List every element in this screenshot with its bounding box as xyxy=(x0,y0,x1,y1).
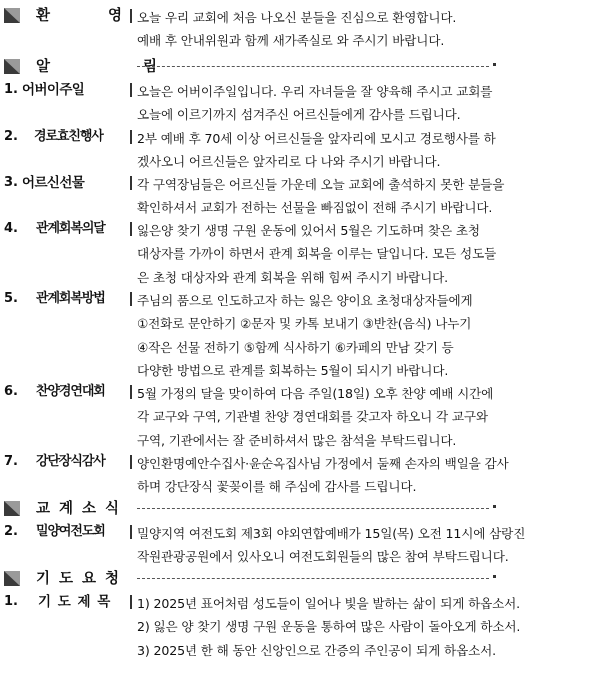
item-text xyxy=(137,173,577,220)
item-text xyxy=(137,382,577,452)
item-label: 어버이주일 xyxy=(22,82,85,98)
item-number: 1. xyxy=(4,594,18,609)
item-text xyxy=(137,289,577,383)
item-number: 4. xyxy=(4,221,18,236)
item-label: 어르신선물 xyxy=(22,175,85,191)
item-label: 강단장식감사 xyxy=(36,454,105,469)
item-number: 5. xyxy=(4,291,18,306)
item-number: 3. xyxy=(4,175,18,190)
label-divider xyxy=(130,176,132,190)
item-label: 경로효친행사 xyxy=(34,129,103,144)
item-label: 밀양여전도회 xyxy=(36,524,105,539)
label-divider xyxy=(130,292,132,306)
section-bullet-icon xyxy=(4,501,20,516)
item-line: 작원관광공원에서 있사오니 여전도회원들의 많은 참여 부탁드립니다. xyxy=(137,549,509,565)
rule-end-dot xyxy=(493,505,496,508)
item-line: 3) 2025년 한 해 동안 신앙인으로 간증의 주인공이 되게 하옵소서. xyxy=(137,642,496,658)
item-text xyxy=(137,219,577,289)
item-line: 양인환명예안수집사·윤순옥집사님 가정에서 둘째 손자의 백일을 감사 xyxy=(137,456,509,471)
item-line: 확인하셔서 교회가 전하는 선물을 빠짐없이 전해 주시기 바랍니다. xyxy=(137,200,493,216)
item-text xyxy=(137,592,577,662)
item-line: 오늘에 이르기까지 섬겨주신 어르신들에게 감사를 드립니다. xyxy=(137,107,461,123)
item-line: 구역, 기관에서는 잘 준비하셔서 많은 참석을 부탁드립니다. xyxy=(137,432,457,448)
item-line: 각 구역장님들은 어르신들 가운데 오늘 교회에 출석하지 못한 분들을 xyxy=(137,177,505,192)
welcome-label-first: 환 xyxy=(36,8,51,24)
item-label: 찬양경연대회 xyxy=(36,384,105,399)
item-number: 7. xyxy=(4,454,18,469)
item-number: 2. xyxy=(4,524,18,539)
welcome-label-second: 영 xyxy=(108,8,123,24)
item-text xyxy=(137,127,577,174)
label-divider xyxy=(130,525,132,539)
label-divider xyxy=(130,9,132,23)
item-text xyxy=(137,522,577,569)
label-divider xyxy=(130,385,132,399)
item-line: 1) 2025년 표어처럼 성도들이 일어나 빛을 발하는 삶이 되게 하옵소서. xyxy=(137,596,520,611)
item-line: 겠사오니 어르신들은 앞자리로 다 나와 주시기 바랍니다. xyxy=(137,154,441,170)
item-text xyxy=(137,80,577,127)
item-line: 대상자를 가까이 하면서 관계 회복을 이루는 달입니다. 모든 성도들 xyxy=(137,246,497,262)
item-label: 관계회복의달 xyxy=(36,221,105,236)
dashed-rule xyxy=(137,508,489,509)
label-divider xyxy=(130,130,132,144)
rule-end-dot xyxy=(493,63,496,66)
welcome-text xyxy=(137,6,577,53)
item-line: 각 교구와 구역, 기관별 찬양 경연대회를 갖고자 하오니 각 교구와 xyxy=(137,409,488,425)
item-label: 기 도 제 목 xyxy=(38,594,112,610)
fellowship-title: 교계소식 xyxy=(36,501,129,517)
label-divider xyxy=(130,222,132,236)
item-number: 2. xyxy=(4,129,18,144)
section-bullet-icon xyxy=(4,59,20,74)
item-line: ④작은 선물 전하기 ⑤함께 식사하기 ⑥카페의 만남 갖기 등 xyxy=(137,339,454,355)
item-line: 오늘은 어버이주일입니다. 우리 자녀들을 잘 양육해 주시고 교회를 xyxy=(137,84,493,99)
section-bullet-icon xyxy=(4,571,20,586)
item-line: 밀양지역 여전도회 제3회 야외연합예배가 15일(목) 오전 11시에 삼랑진 xyxy=(137,526,526,541)
item-line: 2부 예배 후 70세 이상 어르신들을 앞자리에 모시고 경로행사를 하 xyxy=(137,131,496,146)
section-bullet-icon xyxy=(4,8,20,23)
label-divider xyxy=(130,595,132,609)
item-text xyxy=(137,452,577,499)
item-line: 주님의 품으로 인도하고자 하는 잃은 양이요 초청대상자들에게 xyxy=(137,293,473,308)
item-line: ①전화로 문안하기 ②문자 및 카톡 보내기 ③반찬(음식) 나누기 xyxy=(137,316,472,332)
welcome-line: 오늘 우리 교회에 처음 나오신 분들을 진심으로 환영합니다. xyxy=(137,10,457,25)
dashed-rule xyxy=(137,66,489,67)
label-divider xyxy=(130,455,132,469)
item-line: 잃은양 찾기 생명 구원 운동에 있어서 5월은 기도하며 찾은 초청 xyxy=(137,223,480,238)
item-line: 다양한 방법으로 관계를 회복하는 5월이 되시기 바랍니다. xyxy=(137,363,449,379)
prayer-title: 기도요청 xyxy=(36,571,129,587)
label-divider xyxy=(130,83,132,97)
item-line: 2) 잃은 양 찾기 생명 구원 운동을 통하여 많은 사람이 돌아오게 하소서. xyxy=(137,619,521,635)
notice-title: 알 림 xyxy=(36,59,202,75)
item-label: 관계회복방법 xyxy=(36,291,105,306)
item-line: 은 초청 대상자와 관계 회복을 위해 힘써 주시기 바랍니다. xyxy=(137,269,449,285)
item-line: 5월 가정의 달을 맞이하여 다음 주일(18일) 오후 찬양 예배 시간에 xyxy=(137,386,494,401)
welcome-line: 예배 후 안내위원과 함께 새가족실로 와 주시기 바랍니다. xyxy=(137,33,445,49)
rule-end-dot xyxy=(493,575,496,578)
item-number: 6. xyxy=(4,384,18,399)
item-line: 하며 강단장식 꽃꽂이를 해 주심에 감사를 드립니다. xyxy=(137,479,417,495)
item-number: 1. xyxy=(4,82,18,97)
dashed-rule xyxy=(137,578,489,579)
